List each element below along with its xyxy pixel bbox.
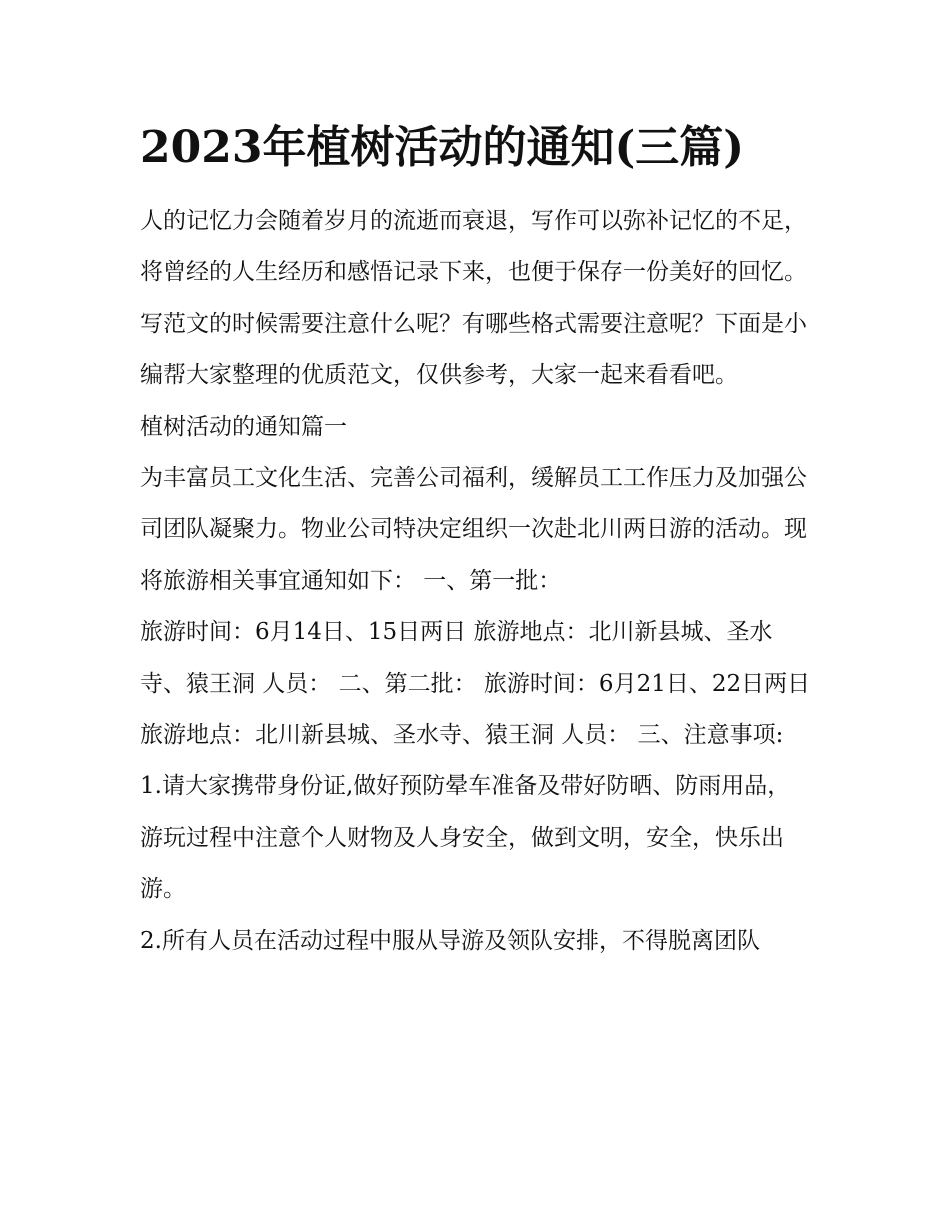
section-heading: 植树活动的通知篇一 <box>140 413 347 440</box>
document-title: 2023年植树活动的通知(三篇) <box>140 122 745 173</box>
note-item-2: 2.所有人员在活动过程中服从导游及领队安排，不得脱离团队 <box>140 927 760 954</box>
note-item-1: 1.请大家携带身份证,做好预防晕车准备及带好防晒、防雨用品，游玩过程中注意个人财物及人身安全，做到文明，安全，快乐出游。 <box>140 773 791 903</box>
batch-info-paragraph: 旅游时间：6月14日、15日两日 旅游地点：北川新县城、圣水寺、猿王洞 人员： 二、第二批： 旅游时间：6月21日、22日两日 <box>140 619 811 697</box>
intro-paragraph: 人的记忆力会随着岁月的流逝而衰退，写作可以弥补记忆的不足，将曾经的人生经历和感悟记录下来，也便于保存一份美好的回忆。写范文的时候需要注意什么呢？有哪些格式需要注意呢？下面是小编帮大家整理的优质范文，仅供参考，大家一起来看看吧。 <box>140 208 807 389</box>
document-body <box>140 196 812 967</box>
notice-paragraph: 为丰富员工文化生活、完善公司福利，缓解员工工作压力及加强公司团队凝聚力。物业公司特决定组织一次赴北川两日游的活动。现将旅游相关事宜通知如下： 一、第一批： <box>140 465 807 594</box>
location-paragraph: 旅游地点：北川新县城、圣水寺、猿王洞 人员： 三、注意事项: <box>140 722 784 749</box>
